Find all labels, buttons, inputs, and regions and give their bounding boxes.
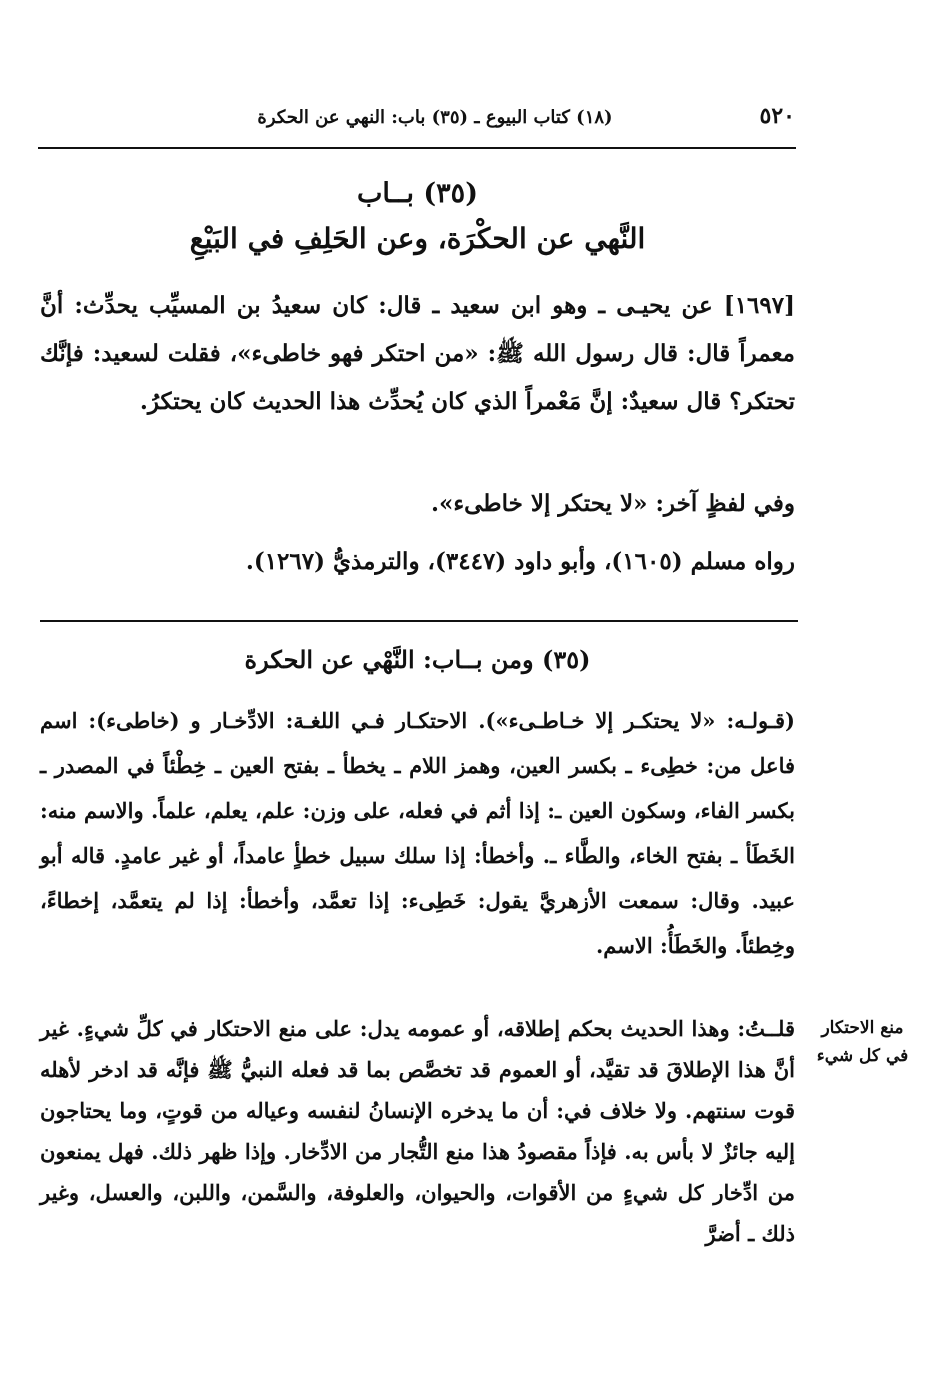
margin-note-line-1: منع الاحتكار <box>821 1018 904 1038</box>
page-number: ٥٢٠ <box>759 103 795 129</box>
commentary-title: (٣٥) ومن بــاب: النَّهْي عن الحكرة <box>244 645 591 674</box>
commentary-paragraph-1: (قـولـه: «لا يحتكـر إلا خـاطـىء»). الاحتكـار فـي اللغـة: الادِّخـار و (خاطىء): اسم فاعل من: خطِىء ـ بكسر العين، وهمز اللام ـ يخطأ ـ بفتح العين ـ خِطْئاً في المصدر ـ بكسر الفاء، وسكون العين ـ: إذا أثم في فعله، على وزن: علم، يعلم، علماً. والاسم منه: الخَطَأ ـ بفتح الخاء، والطَّاء ـ. وأخطأ: إذا سلك سبيل خطأٍ عامداً، أو غير عامدٍ. قاله أبو عبيد. وقال: سمعت الأزهريَّ يقول: خَطِىء: إذا تعمَّد، وأخطأ: إذا لم يتعمَّد، إخطاءً، وخِطئاً. والخَطَأُ: الاسم. <box>40 708 796 958</box>
hadith-variant: وفي لفظٍ آخر: «لا يحتكر إلا خاطىء». <box>430 490 795 517</box>
section-divider <box>40 620 798 622</box>
margin-note-line-2: في كل شيء <box>816 1046 909 1066</box>
running-title: (١٨) كتاب البيوع ـ (٣٥) باب: النهي عن الحكرة <box>257 107 613 128</box>
header-divider <box>38 147 796 149</box>
chapter-number: (٣٥) بــاب <box>357 178 478 209</box>
margin-note <box>805 1014 920 1070</box>
hadith-text: [١٦٩٧] عن يحيـى ـ وهو ابن سعيد ـ قال: كان سعيدُ بن المسيِّب يحدِّث: أنَّ معمراً قال: قال رسول الله ﷺ: «من احتكر فهو خاطىء»، فقلت لسعيد: فإنَّك تحتكر؟ قال سعيدٌ: إنَّ مَعْمراً الذي كان يُحدِّث هذا الحديث كان يحتكرُ. <box>40 292 795 415</box>
page-header <box>40 103 795 137</box>
chapter-title: النَّهي عن الحكْرَة، وعن الحَلِفِ في البَيْعِ <box>189 222 646 255</box>
commentary-paragraph-2: قلــتُ: وهذا الحديث بحكم إطلاقه، أو عمومه يدل: على منع الاحتكار في كلِّ شيءٍ. غير أنَّ هذا الإطلاقَ قد تقيَّد، أو العموم قد تخصَّص بما قد فعله النبيُّ ﷺ فإنَّه قد ادخر لأهله قوت سنتهم. ولا خلاف في: أن ما يدخره الإنسانُ لنفسه وعياله من قوتٍ، وما يحتاجون إليه جائزٌ لا بأس به. فإذاً مقصودُ هذا منع التُّجار من الادِّخار. وإذا ظهر ذلك. فهل يمنعون من ادِّخار كل شيءٍ من الأقوات، والحيوان، والعلوفة، والسَّمن، واللبن، والعسل، وغير ذلك ـ أضرَّ <box>40 1016 795 1246</box>
hadith-source: رواه مسلم (١٦٠٥)، وأبو داود (٣٤٤٧)، والترمذيُّ (١٢٦٧). <box>245 548 795 575</box>
